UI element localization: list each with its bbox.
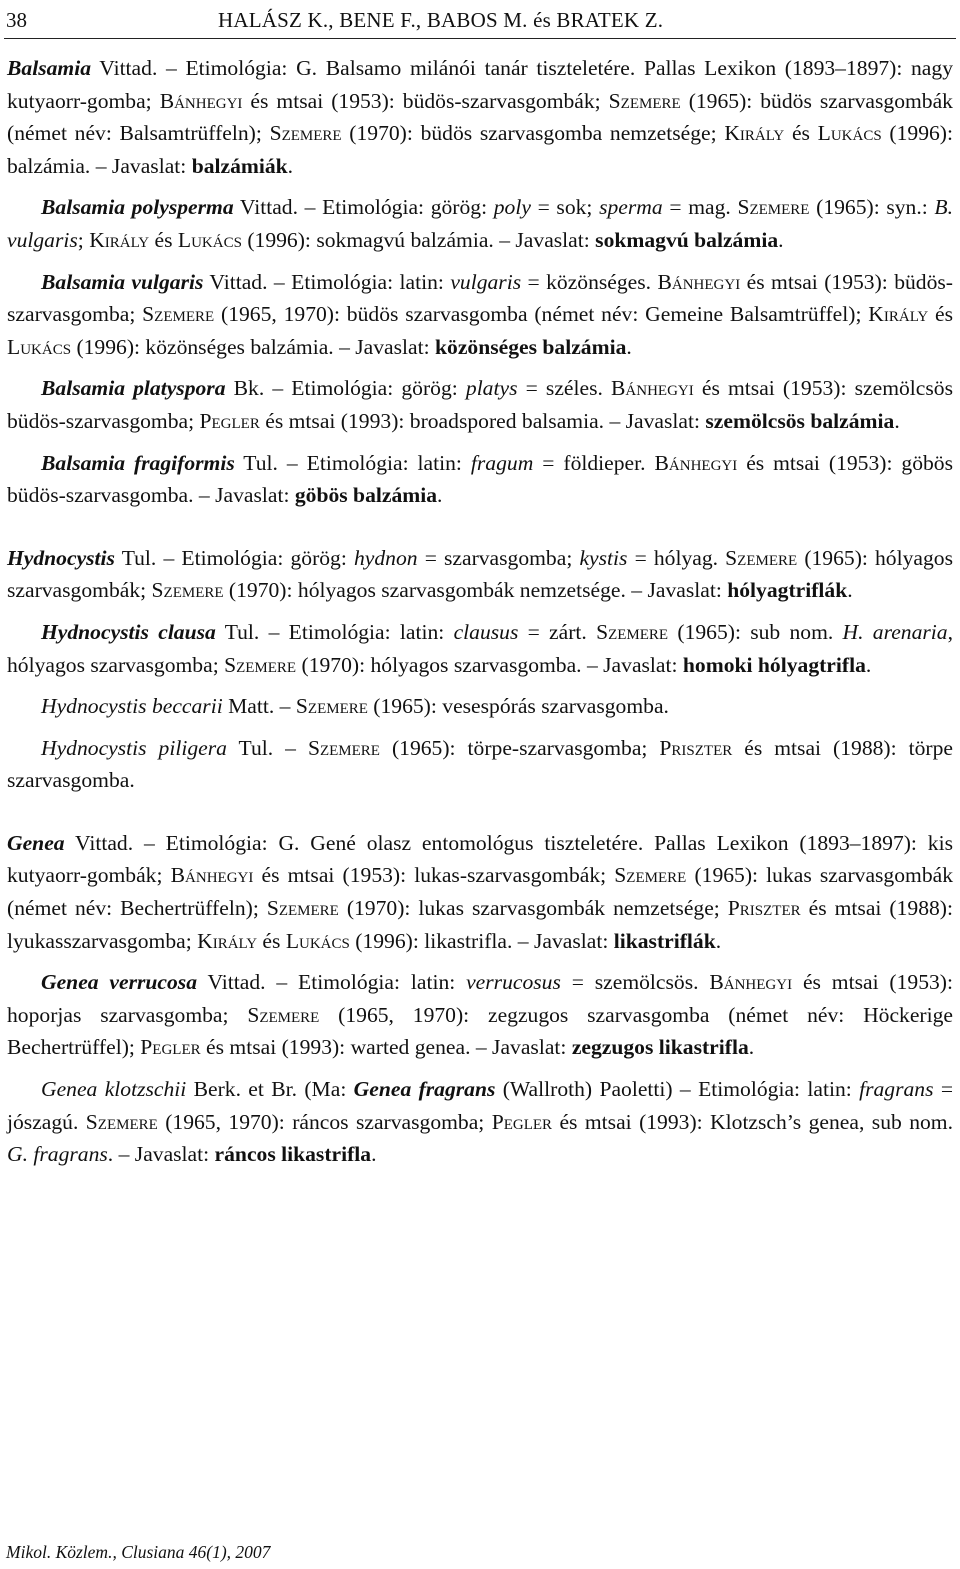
genus-entry: Genea Vittad. – Etimológia: G. Gené olasz entomológus tiszteletére. Pallas Lexikon (1893–1897): kis kutyaorr-gombák; Bánhegyi és mtsai (1953): lukas-szarvasgombák; Szemere (1965): lukas szarvasgombák (német név: Bechertrüffeln); Szemere (1970): lukas szarvasgombák nemzetsége; Priszter és mtsai (1988): lyukasszarvasgomba; Király és Lukács (1996): likastrifla. – Javaslat: likastriflák. xyxy=(7,830,953,953)
species-entry: Balsamia vulgaris Vittad. – Etimológia: latin: vulgaris = közönséges. Bánhegyi és mtsai (1953): büdös-szarvasgomba; Szemere (1965, 1970): büdös szarvasgomba (német név: Gemeine Balsamtrüffel); Király és Lukács (1996): közönséges balzámia. – Javaslat: közönséges balzámia. xyxy=(7,269,954,359)
species-entry: Balsamia polysperma Vittad. – Etimológia: görög: poly = sok; sperma = mag. Szemere (1965): syn.: B. vulgaris; Király és Lukács (1996): sokmagvú balzámia. – Javaslat: sokmagvú balzámia. xyxy=(7,195,954,252)
page-number: 38 xyxy=(6,8,27,32)
running-header xyxy=(0,4,960,36)
species-entry: Hydnocystis piligera Tul. – Szemere (1965): törpe-szarvasgomba; Priszter és mtsai (1988): törpe szarvasgomba. xyxy=(7,735,953,793)
species-entry: Balsamia fragiformis Tul. – Etimológia: latin: fragum = földieper. Bánhegyi és mtsai (1953): göbös büdös-szarvasgomba. – Javaslat: göbös balzámia. xyxy=(7,450,953,508)
genus-entry: Hydnocystis Tul. – Etimológia: görög: hydnon = szarvasgomba; kystis = hólyag. Szemere (1965): hólyagos szarvasgombák; Szemere (1970): hólyagos szarvasgombák nemzetsége. – Javaslat: hólyagtriflák. xyxy=(7,545,953,603)
header-rule xyxy=(4,38,956,39)
running-header-authors: HALÁSZ K., BENE F., BABOS M. és BRATEK Z. xyxy=(218,8,664,32)
species-entry: Hydnocystis clausa Tul. – Etimológia: latin: clausus = zárt. Szemere (1965): sub nom. H. arenaria, hólyagos szarvasgomba; Szemere (1970): hólyagos szarvasgomba. – Javaslat: homoki hólyagtrifla. xyxy=(7,619,953,677)
species-entry: Genea klotzschii Berk. et Br. (Ma: Genea fragrans (Wallroth) Paoletti) – Etimológia: latin: fragrans = jószagú. Szemere (1965, 1970): ráncos szarvasgomba; Pegler és mtsai (1993): Klotzsch’s genea, sub nom. G. fragrans. – Javaslat: ráncos likastrifla. xyxy=(7,1077,953,1167)
species-entry: Balsamia platyspora Bk. – Etimológia: görög: platys = széles. Bánhegyi és mtsai (1953): szemölcsös büdös-szarvasgomba; Pegler és mtsai (1993): broadspored balsamia. – Javaslat: szemölcsös balzámia. xyxy=(7,376,953,433)
footer-citation: Mikol. Közlem., Clusiana 46(1), 2007 xyxy=(6,1542,271,1562)
body-text xyxy=(7,52,953,1180)
genus-entry: Balsamia Vittad. – Etimológia: G. Balsamo milánói tanár tiszteletére. Pallas Lexikon (1893–1897): nagy kutyaorr-gomba; Bánhegyi és mtsai (1953): büdös-szarvasgombák; Szemere (1965): büdös szarvasgombák (német név: Balsamtrüffeln); Szemere (1970): büdös szarvasgomba nemzetsége; Király és Lukács (1996): balzámia. – Javaslat: balzámiák. xyxy=(7,56,953,178)
species-entry: Genea verrucosa Vittad. – Etimológia: latin: verrucosus = szemölcsös. Bánhegyi és mtsai (1953): hoporjas szarvasgomba; Szemere (1965, 1970): zegzugos szarvasgomba (német név: Höckerige Bechertrüffel); Pegler és mtsai (1993): warted genea. – Javaslat: zegzugos likastrifla. xyxy=(7,970,954,1060)
species-entry: Hydnocystis beccarii Matt. – Szemere (1965): vesespórás szarvasgomba. xyxy=(41,694,669,719)
